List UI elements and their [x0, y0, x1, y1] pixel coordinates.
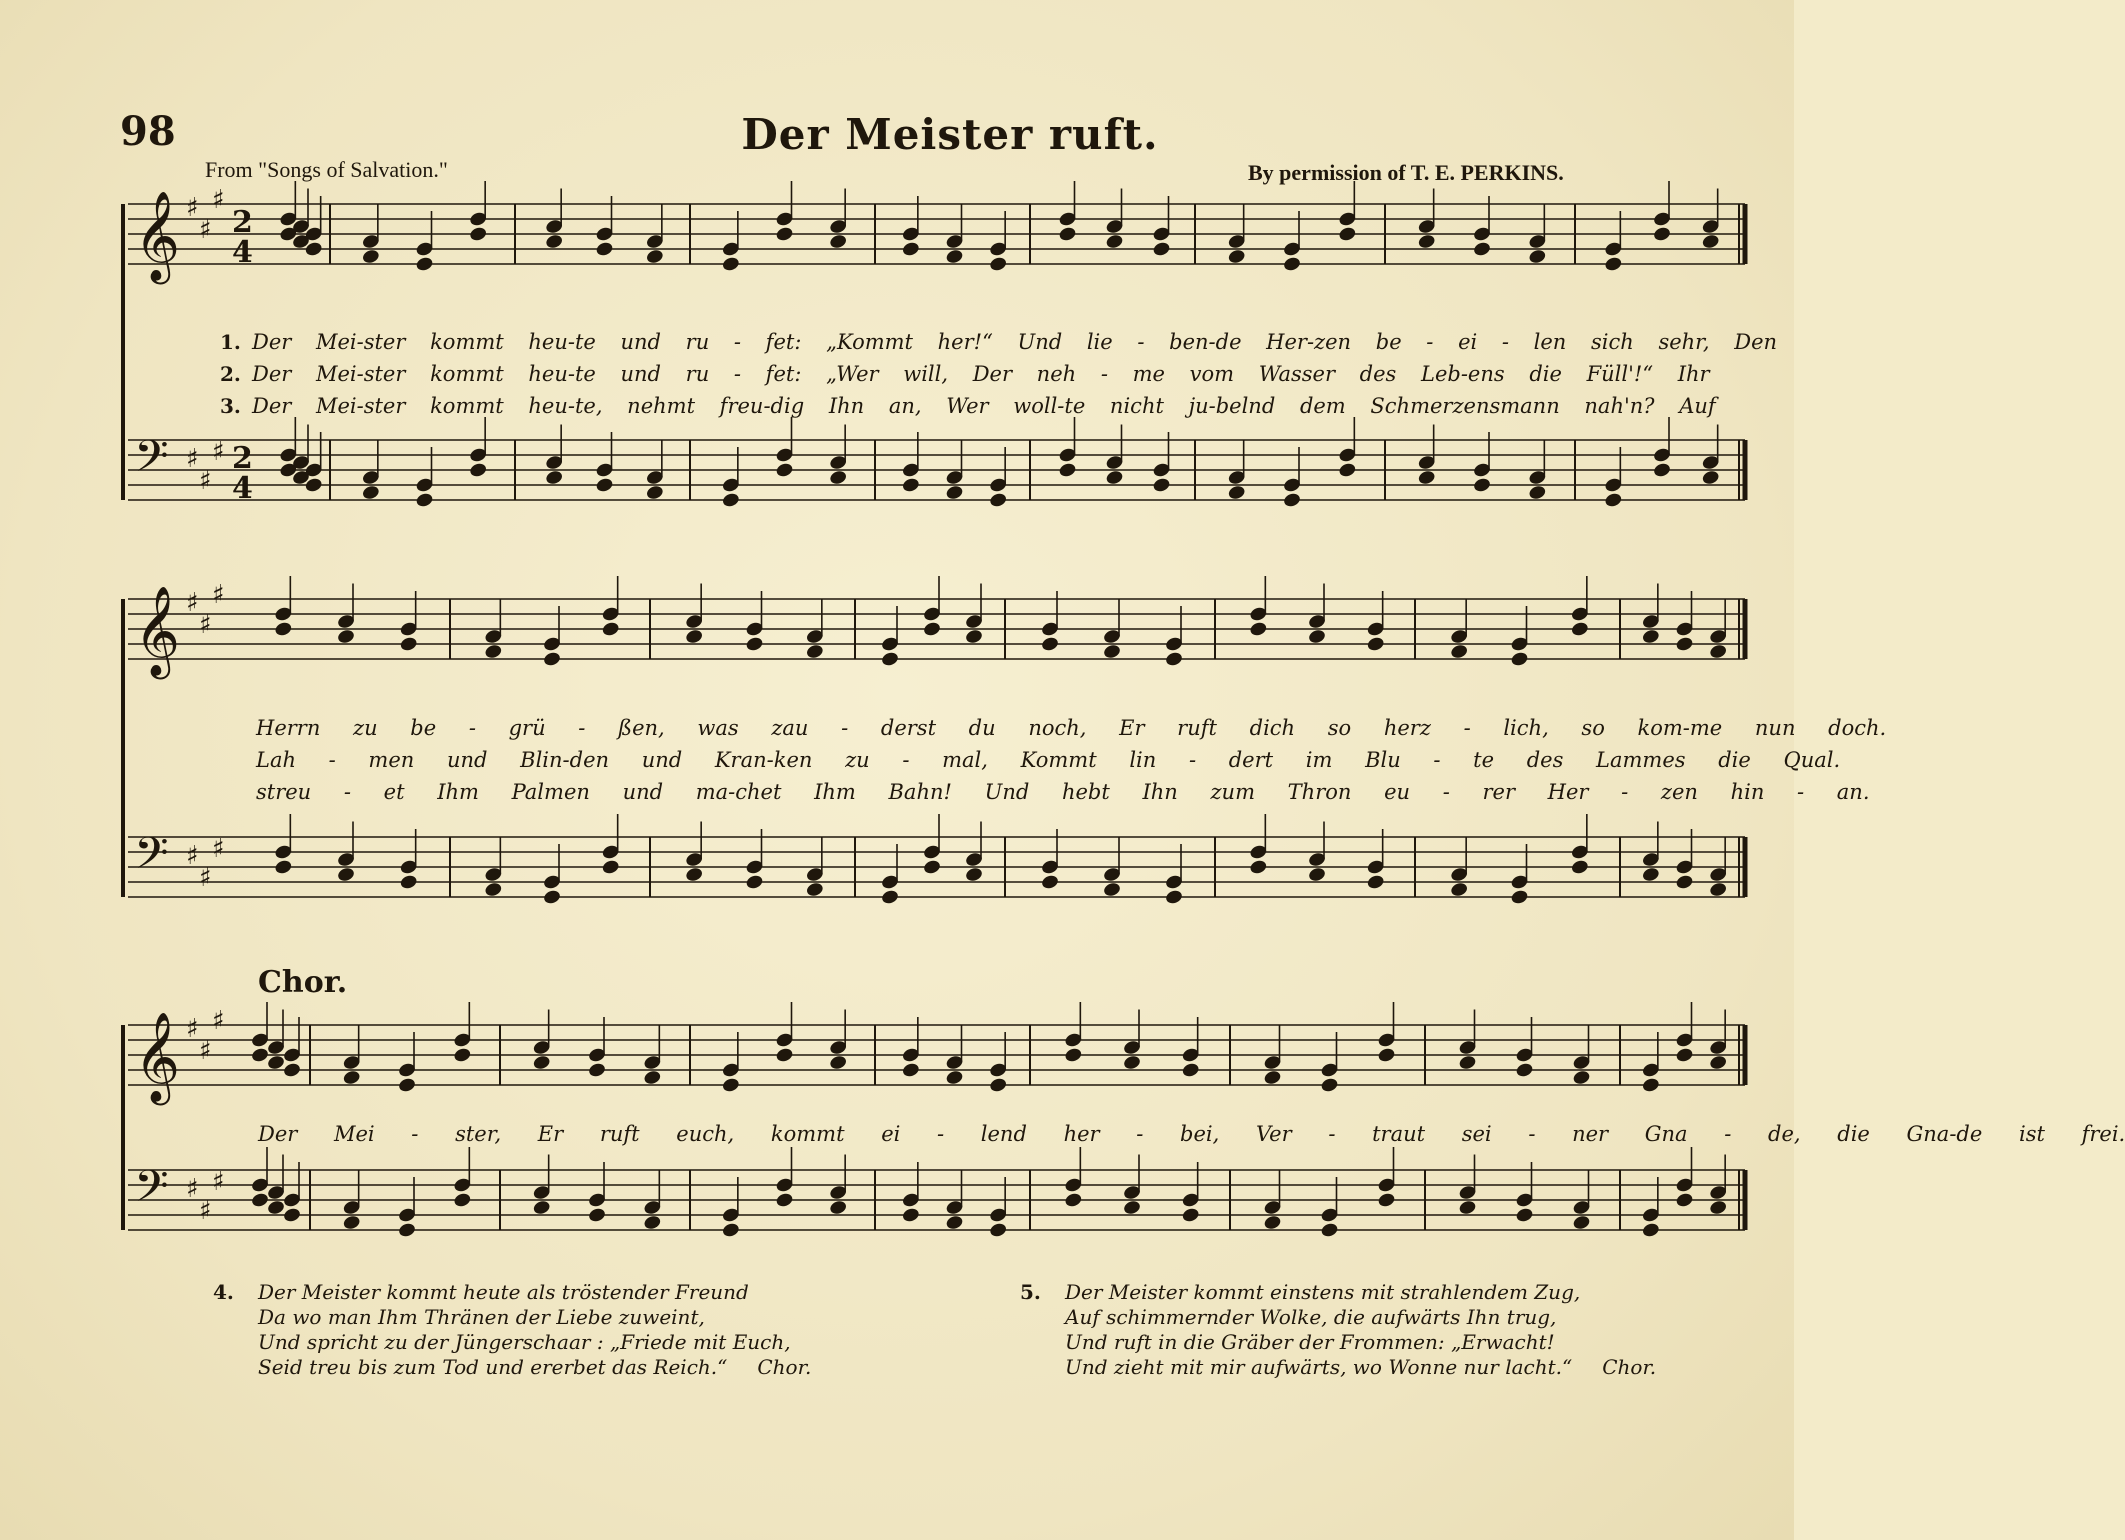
sharp-icon: ♯: [199, 610, 212, 640]
note-head: [1307, 628, 1326, 645]
note-head: [1472, 477, 1491, 494]
note-head: [829, 233, 848, 250]
time-signature-top: 2: [232, 441, 253, 476]
note-head: [643, 1214, 662, 1231]
note-head: [532, 1199, 551, 1216]
stanza-line: Seid treu bis zum Tod und ererbet das Reich.“: [258, 1355, 728, 1379]
note-head: [587, 1062, 606, 1079]
note-head: [415, 256, 434, 273]
note-head: [1675, 1047, 1694, 1064]
note-head: [721, 492, 740, 509]
stanza-line: Auf schimmernder Wolke, die aufwärts Ihn trug,: [1065, 1305, 1557, 1329]
note-head: [1263, 1069, 1282, 1086]
treble-staff: [128, 576, 1745, 680]
note-head: [989, 1222, 1008, 1239]
note-head: [989, 1077, 1008, 1094]
note-head: [945, 484, 964, 501]
note-head: [266, 1054, 285, 1071]
note-head: [922, 859, 941, 876]
sharp-icon: ♯: [212, 437, 225, 467]
note-head: [587, 1207, 606, 1224]
note-head: [989, 492, 1008, 509]
note-head: [945, 1069, 964, 1086]
note-head: [945, 248, 964, 265]
note-head: [1604, 492, 1623, 509]
verse-3-line-1: [220, 394, 1730, 424]
note-head: [1320, 1222, 1339, 1239]
sharp-icon: ♯: [212, 1167, 225, 1197]
note-head: [282, 1207, 301, 1224]
note-head: [1572, 1214, 1591, 1231]
time-signature-bottom: 4: [232, 471, 253, 506]
note-head: [1472, 241, 1491, 258]
bass-clef-icon: 𝄢: [134, 827, 169, 890]
note-head: [1570, 621, 1589, 638]
sharp-icon: ♯: [186, 1174, 199, 1204]
note-head: [601, 859, 620, 876]
note-head: [1450, 643, 1469, 660]
stanza-line: Da wo man Ihm Thränen der Liebe zuweint,: [258, 1305, 705, 1329]
note-head: [964, 628, 983, 645]
note-head: [945, 1214, 964, 1231]
note-head: [595, 477, 614, 494]
note-head: [1515, 1062, 1534, 1079]
time-signature-bottom: 4: [232, 235, 253, 270]
note-head: [1515, 1207, 1534, 1224]
bass-clef-icon: 𝄢: [134, 1160, 169, 1223]
stanza-line: Und spricht zu der Jüngerschaar : „Friede mit Euch,: [258, 1330, 791, 1354]
note-head: [1701, 469, 1720, 486]
note-head: [1307, 866, 1326, 883]
stanza-line: Der Meister kommt einstens mit strahlendem Zug,: [1065, 1280, 1581, 1304]
note-head: [880, 651, 899, 668]
note-head: [1152, 241, 1171, 258]
note-head: [1675, 1192, 1694, 1209]
note-head: [1641, 628, 1660, 645]
note-head: [361, 484, 380, 501]
stanza-number: 5.: [1020, 1280, 1041, 1304]
note-head: [469, 226, 488, 243]
note-head: [1338, 226, 1357, 243]
sharp-icon: ♯: [186, 588, 199, 618]
note-head: [1102, 881, 1121, 898]
note-head: [1675, 874, 1694, 891]
note-head: [1227, 248, 1246, 265]
stanza-line: Der Meister kommt heute als tröstender Freund: [258, 1280, 749, 1304]
note-head: [1338, 462, 1357, 479]
verse-lyric: Der Mei-ster kommt heu-te, nehmt freu-dig Ihn an, Wer woll-te nicht ju-belnd dem Schmerzensmann nah'n? Auf: [252, 394, 1716, 418]
note-head: [805, 643, 824, 660]
stanza-line: Und zieht mit mir aufwärts, wo Wonne nur lacht.“: [1065, 1355, 1573, 1379]
verse-1-line-1: [220, 330, 1778, 360]
source-credit: From "Songs of Salvation.": [205, 157, 448, 182]
note-head: [1058, 226, 1077, 243]
note-head: [545, 233, 564, 250]
note-head: [643, 1069, 662, 1086]
note-head: [532, 1054, 551, 1071]
stanza-5: [1020, 1280, 1765, 1380]
note-head: [1282, 256, 1301, 273]
note-head: [545, 469, 564, 486]
stanza-last-line: [1065, 1355, 1765, 1380]
sharp-icon: ♯: [212, 580, 225, 610]
sharp-icon: ♯: [186, 193, 199, 223]
bass-staff: [128, 814, 1745, 905]
stanza-number: 4.: [213, 1280, 234, 1304]
note-head: [1510, 889, 1529, 906]
hymn-title: Der Meister ruft.: [741, 110, 1159, 159]
treble-clef-icon: 𝄞: [134, 191, 181, 281]
note-head: [1366, 636, 1385, 653]
note-head: [266, 1199, 285, 1216]
note-head: [1450, 881, 1469, 898]
note-head: [1105, 233, 1124, 250]
sharp-icon: ♯: [212, 1006, 225, 1036]
note-head: [1604, 256, 1623, 273]
note-head: [1510, 651, 1529, 668]
note-head: [1709, 643, 1728, 660]
note-head: [964, 866, 983, 883]
sharp-icon: ♯: [199, 863, 212, 893]
sharp-icon: ♯: [212, 185, 225, 215]
note-head: [901, 1207, 920, 1224]
sharp-icon: ♯: [212, 834, 225, 864]
note-head: [250, 1047, 269, 1064]
note-head: [1181, 1207, 1200, 1224]
chorus-reference: Chor.: [757, 1355, 812, 1379]
note-head: [1458, 1054, 1477, 1071]
note-head: [397, 1077, 416, 1094]
verse-lyric: Herrn zu be - grü - ßen, was zau - derst du noch, Er ruft dich so herz - lich, so kom-me nun doch.: [256, 716, 1887, 740]
note-head: [250, 1192, 269, 1209]
note-head: [1122, 1199, 1141, 1216]
note-head: [469, 462, 488, 479]
note-head: [484, 881, 503, 898]
note-head: [1263, 1214, 1282, 1231]
note-head: [1102, 643, 1121, 660]
note-head: [1641, 866, 1660, 883]
note-head: [342, 1069, 361, 1086]
note-head: [1709, 1199, 1728, 1216]
page-number: 98: [120, 108, 176, 155]
note-head: [1181, 1062, 1200, 1079]
bass-staff: [128, 1147, 1745, 1238]
note-head: [775, 462, 794, 479]
note-head: [336, 628, 355, 645]
note-head: [1164, 889, 1183, 906]
note-head: [399, 636, 418, 653]
note-head: [453, 1047, 472, 1064]
note-head: [1377, 1047, 1396, 1064]
note-head: [922, 621, 941, 638]
permission-credit: By permission of T. E. PERKINS.: [1248, 160, 1564, 185]
verse-3-line-2: [230, 780, 1870, 810]
sharp-icon: ♯: [199, 215, 212, 245]
treble-clef-icon: 𝄞: [134, 1012, 181, 1102]
note-head: [484, 643, 503, 660]
note-head: [901, 477, 920, 494]
note-head: [745, 636, 764, 653]
note-head: [721, 1222, 740, 1239]
stanza-last-line: [258, 1355, 958, 1380]
note-head: [685, 628, 704, 645]
chorus-reference: Chor.: [1602, 1355, 1657, 1379]
note-head: [1249, 859, 1268, 876]
note-head: [1064, 1047, 1083, 1064]
sharp-icon: ♯: [186, 1014, 199, 1044]
note-head: [829, 1054, 848, 1071]
bass-staff: [128, 417, 1745, 508]
note-head: [274, 621, 293, 638]
note-head: [415, 492, 434, 509]
note-head: [342, 1214, 361, 1231]
treble-staff: [128, 181, 1745, 285]
note-head: [1058, 462, 1077, 479]
note-head: [1105, 469, 1124, 486]
note-head: [1675, 636, 1694, 653]
verse-number: 3.: [220, 394, 241, 418]
verse-lyric: Der Mei-ster kommt heu-te und ru - fet: „Kommt her!“ Und lie - ben-de Her-zen be - ei - len sich sehr, Den: [252, 330, 1778, 354]
note-head: [989, 256, 1008, 273]
note-head: [595, 241, 614, 258]
note-head: [1249, 621, 1268, 638]
note-head: [601, 621, 620, 638]
note-head: [1040, 874, 1059, 891]
note-head: [1377, 1192, 1396, 1209]
note-head: [775, 1047, 794, 1064]
chorus-lyric: Der Mei - ster, Er ruft euch, kommt ei - lend her - bei, Ver - traut sei - ner Gna - de, die Gna-de ist frei.: [258, 1122, 2125, 1146]
verse-2-line-2: [230, 748, 1841, 778]
note-head: [1152, 477, 1171, 494]
note-head: [721, 256, 740, 273]
note-head: [1164, 651, 1183, 668]
note-head: [1709, 1054, 1728, 1071]
verse-lyric: Lah - men und Blin-den und Kran-ken zu - mal, Kommt lin - dert im Blu - te des Lammes die Qual.: [256, 748, 1841, 772]
note-head: [829, 469, 848, 486]
note-head: [685, 866, 704, 883]
note-head: [542, 889, 561, 906]
note-head: [542, 651, 561, 668]
verse-lyric: Der Mei-ster kommt heu-te und ru - fet: „Wer will, Der neh - me vom Wasser des Leb-ens die Füll'!“ Ihr: [252, 362, 1710, 386]
note-head: [1282, 492, 1301, 509]
note-head: [1572, 1069, 1591, 1086]
note-head: [880, 889, 899, 906]
stanza-4: [213, 1280, 958, 1380]
note-head: [745, 874, 764, 891]
sharp-icon: ♯: [199, 1036, 212, 1066]
note-head: [775, 226, 794, 243]
note-head: [1417, 469, 1436, 486]
note-head: [805, 881, 824, 898]
note-head: [1709, 881, 1728, 898]
note-head: [274, 859, 293, 876]
note-head: [1641, 1222, 1660, 1239]
note-head: [399, 874, 418, 891]
note-head: [721, 1077, 740, 1094]
verse-2-line-1: [220, 362, 1730, 392]
note-head: [1652, 462, 1671, 479]
note-head: [361, 248, 380, 265]
note-head: [1641, 1077, 1660, 1094]
note-head: [453, 1192, 472, 1209]
note-head: [901, 241, 920, 258]
note-head: [1227, 484, 1246, 501]
sharp-icon: ♯: [199, 1196, 212, 1226]
bass-clef-icon: 𝄢: [134, 430, 169, 493]
note-head: [1570, 859, 1589, 876]
verse-number: 2.: [220, 362, 241, 386]
note-head: [1652, 226, 1671, 243]
chorus-label: Chor.: [258, 965, 348, 1000]
note-head: [1528, 484, 1547, 501]
note-head: [1366, 874, 1385, 891]
verse-1-line-2: [230, 716, 1887, 746]
sharp-icon: ♯: [186, 841, 199, 871]
treble-clef-icon: 𝄞: [134, 586, 181, 676]
verse-number: 1.: [220, 330, 241, 354]
note-head: [336, 866, 355, 883]
stanza-line: Und ruft in die Gräber der Frommen: „Erwacht!: [1065, 1330, 1555, 1354]
note-head: [829, 1199, 848, 1216]
note-head: [1458, 1199, 1477, 1216]
note-head: [1417, 233, 1436, 250]
note-head: [1701, 233, 1720, 250]
note-head: [645, 484, 664, 501]
verse-lyric: streu - et Ihm Palmen und ma-chet Ihm Bahn! Und hebt Ihn zum Thron eu - rer Her - zen hin - an.: [256, 780, 1870, 804]
note-head: [397, 1222, 416, 1239]
note-head: [1320, 1077, 1339, 1094]
note-head: [645, 248, 664, 265]
treble-staff: [128, 1002, 1745, 1106]
sharp-icon: ♯: [186, 444, 199, 474]
note-head: [901, 1062, 920, 1079]
note-head: [1528, 248, 1547, 265]
note-head: [775, 1192, 794, 1209]
note-head: [1064, 1192, 1083, 1209]
time-signature-top: 2: [232, 205, 253, 240]
note-head: [282, 1062, 301, 1079]
note-head: [1040, 636, 1059, 653]
note-head: [1122, 1054, 1141, 1071]
sharp-icon: ♯: [199, 466, 212, 496]
